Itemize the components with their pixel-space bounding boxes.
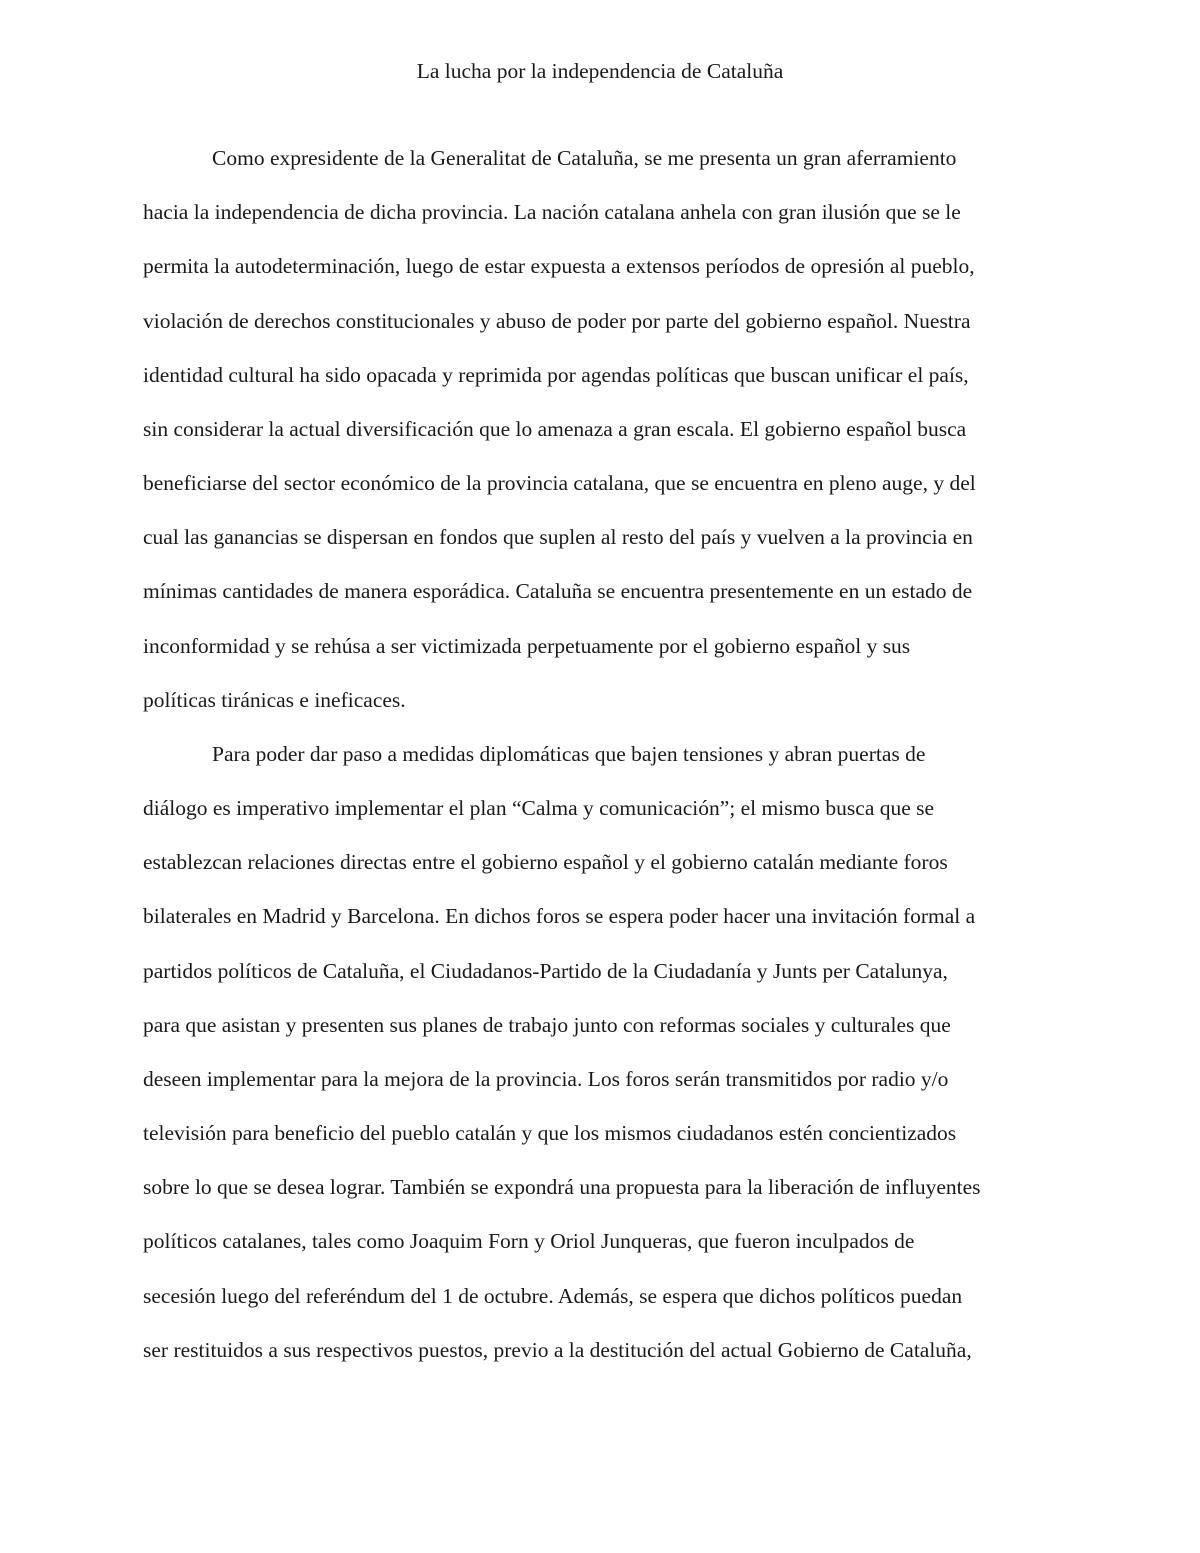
paragraph-1-line: violación de derechos constitucionales y abuso de poder por parte del gobierno español. Nuestra xyxy=(143,309,971,333)
paragraph-2-line: televisión para beneficio del pueblo catalán y que los mismos ciudadanos estén concientizados xyxy=(143,1121,957,1145)
document-title: La lucha por la independencia de Cataluña xyxy=(416,59,784,83)
paragraph-1-line: hacia la independencia de dicha provincia. La nación catalana anhela con gran ilusión que se le xyxy=(143,200,961,224)
paragraph-1-line: cual las ganancias se dispersan en fondos que suplen al resto del país y vuelven a la provincia en xyxy=(143,525,973,549)
paragraph-1-line: Como expresidente de la Generalitat de Cataluña, se me presenta un gran aferramiento xyxy=(212,146,957,170)
paragraph-1-line: sin considerar la actual diversificación que lo amenaza a gran escala. El gobierno español busca xyxy=(143,417,967,441)
paragraph-2-line: bilaterales en Madrid y Barcelona. En dichos foros se espera poder hacer una invitación formal a xyxy=(143,904,976,928)
paragraph-2-line: secesión luego del referéndum del 1 de octubre. Además, se espera que dichos políticos puedan xyxy=(143,1284,963,1308)
paragraph-1-line: mínimas cantidades de manera esporádica. Cataluña se encuentra presentemente en un estado de xyxy=(143,579,973,603)
paragraph-2-line: deseen implementar para la mejora de la provincia. Los foros serán transmitidos por radio y/o xyxy=(143,1067,949,1091)
paragraph-2-line: diálogo es imperativo implementar el plan “Calma y comunicación”; el mismo busca que se xyxy=(143,796,935,820)
paragraph-2-line: partidos políticos de Cataluña, el Ciudadanos-Partido de la Ciudadanía y Junts per Catalunya, xyxy=(143,959,948,983)
paragraph-1-line: políticas tiránicas e ineficaces. xyxy=(143,688,406,712)
paragraph-1-line: identidad cultural ha sido opacada y reprimida por agendas políticas que buscan unificar el país, xyxy=(143,363,969,387)
paragraph-2-line: ser restituidos a sus respectivos puestos, previo a la destitución del actual Gobierno de Cataluña, xyxy=(143,1338,972,1362)
paragraph-2-line: políticos catalanes, tales como Joaquim Forn y Oriol Junqueras, que fueron inculpados de xyxy=(143,1229,915,1253)
paragraph-1-line: permita la autodeterminación, luego de estar expuesta a extensos períodos de opresión al pueblo, xyxy=(143,254,975,278)
paragraph-2-line: establezcan relaciones directas entre el gobierno español y el gobierno catalán mediante foros xyxy=(143,850,948,874)
paragraph-2-line: Para poder dar paso a medidas diplomáticas que bajen tensiones y abran puertas de xyxy=(212,742,926,766)
paragraph-2-line: para que asistan y presenten sus planes de trabajo junto con reformas sociales y culturales que xyxy=(143,1013,951,1037)
paragraph-2-line: sobre lo que se desea lograr. También se expondrá una propuesta para la liberación de influyentes xyxy=(143,1175,981,1199)
paragraph-1-line: inconformidad y se rehúsa a ser victimizada perpetuamente por el gobierno español y sus xyxy=(143,634,911,658)
paragraph-1-line: beneficiarse del sector económico de la provincia catalana, que se encuentra en pleno auge, y del xyxy=(143,471,976,495)
